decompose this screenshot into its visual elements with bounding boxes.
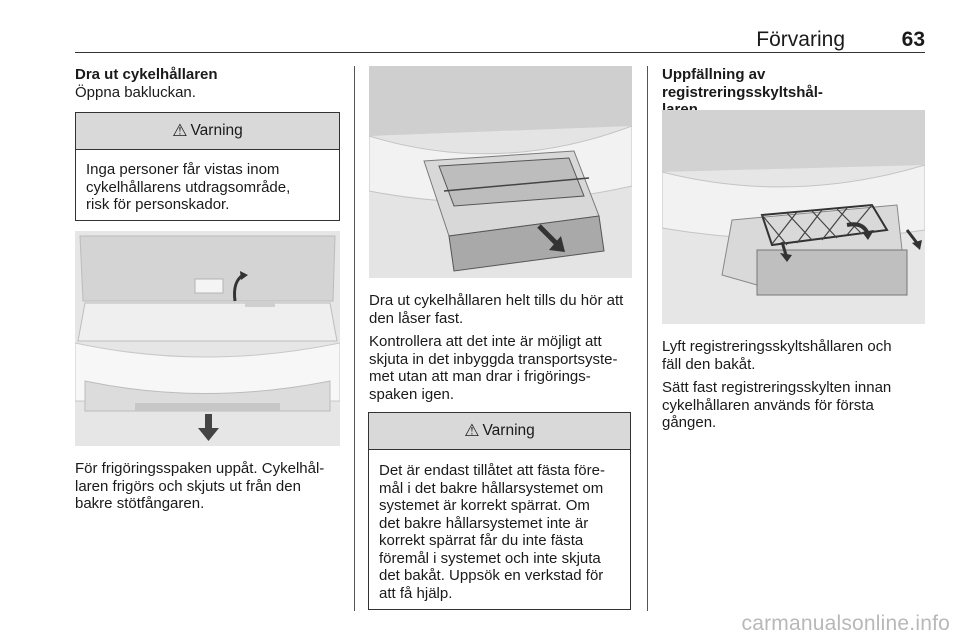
warning-text (76, 150, 339, 224)
warning-line: cykelhållarens utdragsområde, (86, 178, 291, 196)
warning-triangle-icon: ⚠ (172, 121, 188, 140)
warning-box-2 (368, 412, 631, 610)
caption-line: bakre stötfångaren. (75, 495, 205, 512)
paragraph-line: skjuta in det inbyggda transportsyste- (369, 350, 618, 368)
warning-line: Det är endast tillåtet att fästa före- (379, 462, 605, 479)
paragraph-line: cykelhållaren används för första (662, 396, 874, 414)
warning-line: det bakåt. Uppsök en verkstad för (379, 567, 604, 584)
figure-release-lever (75, 231, 340, 446)
paragraph-line: gången. (662, 414, 717, 431)
column-3-text (662, 338, 932, 438)
warning-box-1 (75, 112, 340, 221)
warning-line: det bakre hållarsystemet inte är (379, 514, 589, 532)
column-2-text (369, 292, 639, 409)
warning-text (369, 450, 630, 612)
paragraph-line: fäll den bakåt. (662, 355, 756, 373)
warning-line: mål i det bakre hållarsystemet om (379, 479, 604, 497)
warning-header (369, 413, 630, 450)
caption-line: laren frigörs och skjuts ut från den (75, 477, 301, 495)
warning-line: föremål i systemet och inte skjuta (379, 549, 601, 567)
section-heading: Dra ut cykelhållaren (75, 66, 218, 83)
paragraph-line: met utan att man drar i frigörings- (369, 368, 591, 385)
column-divider-2 (647, 66, 648, 611)
warning-line: Inga personer får vistas inom (86, 161, 280, 178)
paragraph-line: Kontrollera att det inte är möjligt att (369, 333, 602, 350)
warning-line: att få hjälp. (379, 584, 453, 602)
paragraph-line: Sätt fast registreringsskylten innan (662, 379, 892, 396)
warning-label: Varning (190, 122, 243, 139)
page-header (75, 28, 925, 53)
warning-label: Varning (482, 422, 535, 439)
warning-line: risk för personskador. (86, 196, 230, 213)
intro-text: Öppna bakluckan. (75, 83, 196, 101)
watermark: carmanualsonline.info (741, 612, 950, 635)
figure-pull-out-carrier (369, 66, 632, 278)
warning-line: korrekt spärrat får du inte fästa (379, 532, 584, 549)
warning-triangle-icon: ⚠ (464, 421, 480, 440)
caption-line: För frigöringsspaken uppåt. Cykelhål- (75, 460, 325, 477)
heading-line: Uppfällning av registreringsskyltshål- (662, 66, 823, 101)
warning-line: systemet är korrekt spärrat. Om (379, 497, 590, 514)
section-title: Förvaring (756, 28, 845, 51)
figure1-caption (75, 460, 345, 513)
column-1 (75, 66, 340, 107)
paragraph-line: Lyft registreringsskyltshållaren och (662, 338, 892, 355)
paragraph-line: den låser fast. (369, 309, 464, 327)
warning-header (76, 113, 339, 150)
page-number: 63 (901, 28, 925, 51)
column-divider-1 (354, 66, 355, 611)
paragraph-line: spaken igen. (369, 385, 455, 403)
paragraph-line: Dra ut cykelhållaren helt tills du hör att (369, 292, 624, 309)
figure-plate-holder (662, 110, 925, 324)
